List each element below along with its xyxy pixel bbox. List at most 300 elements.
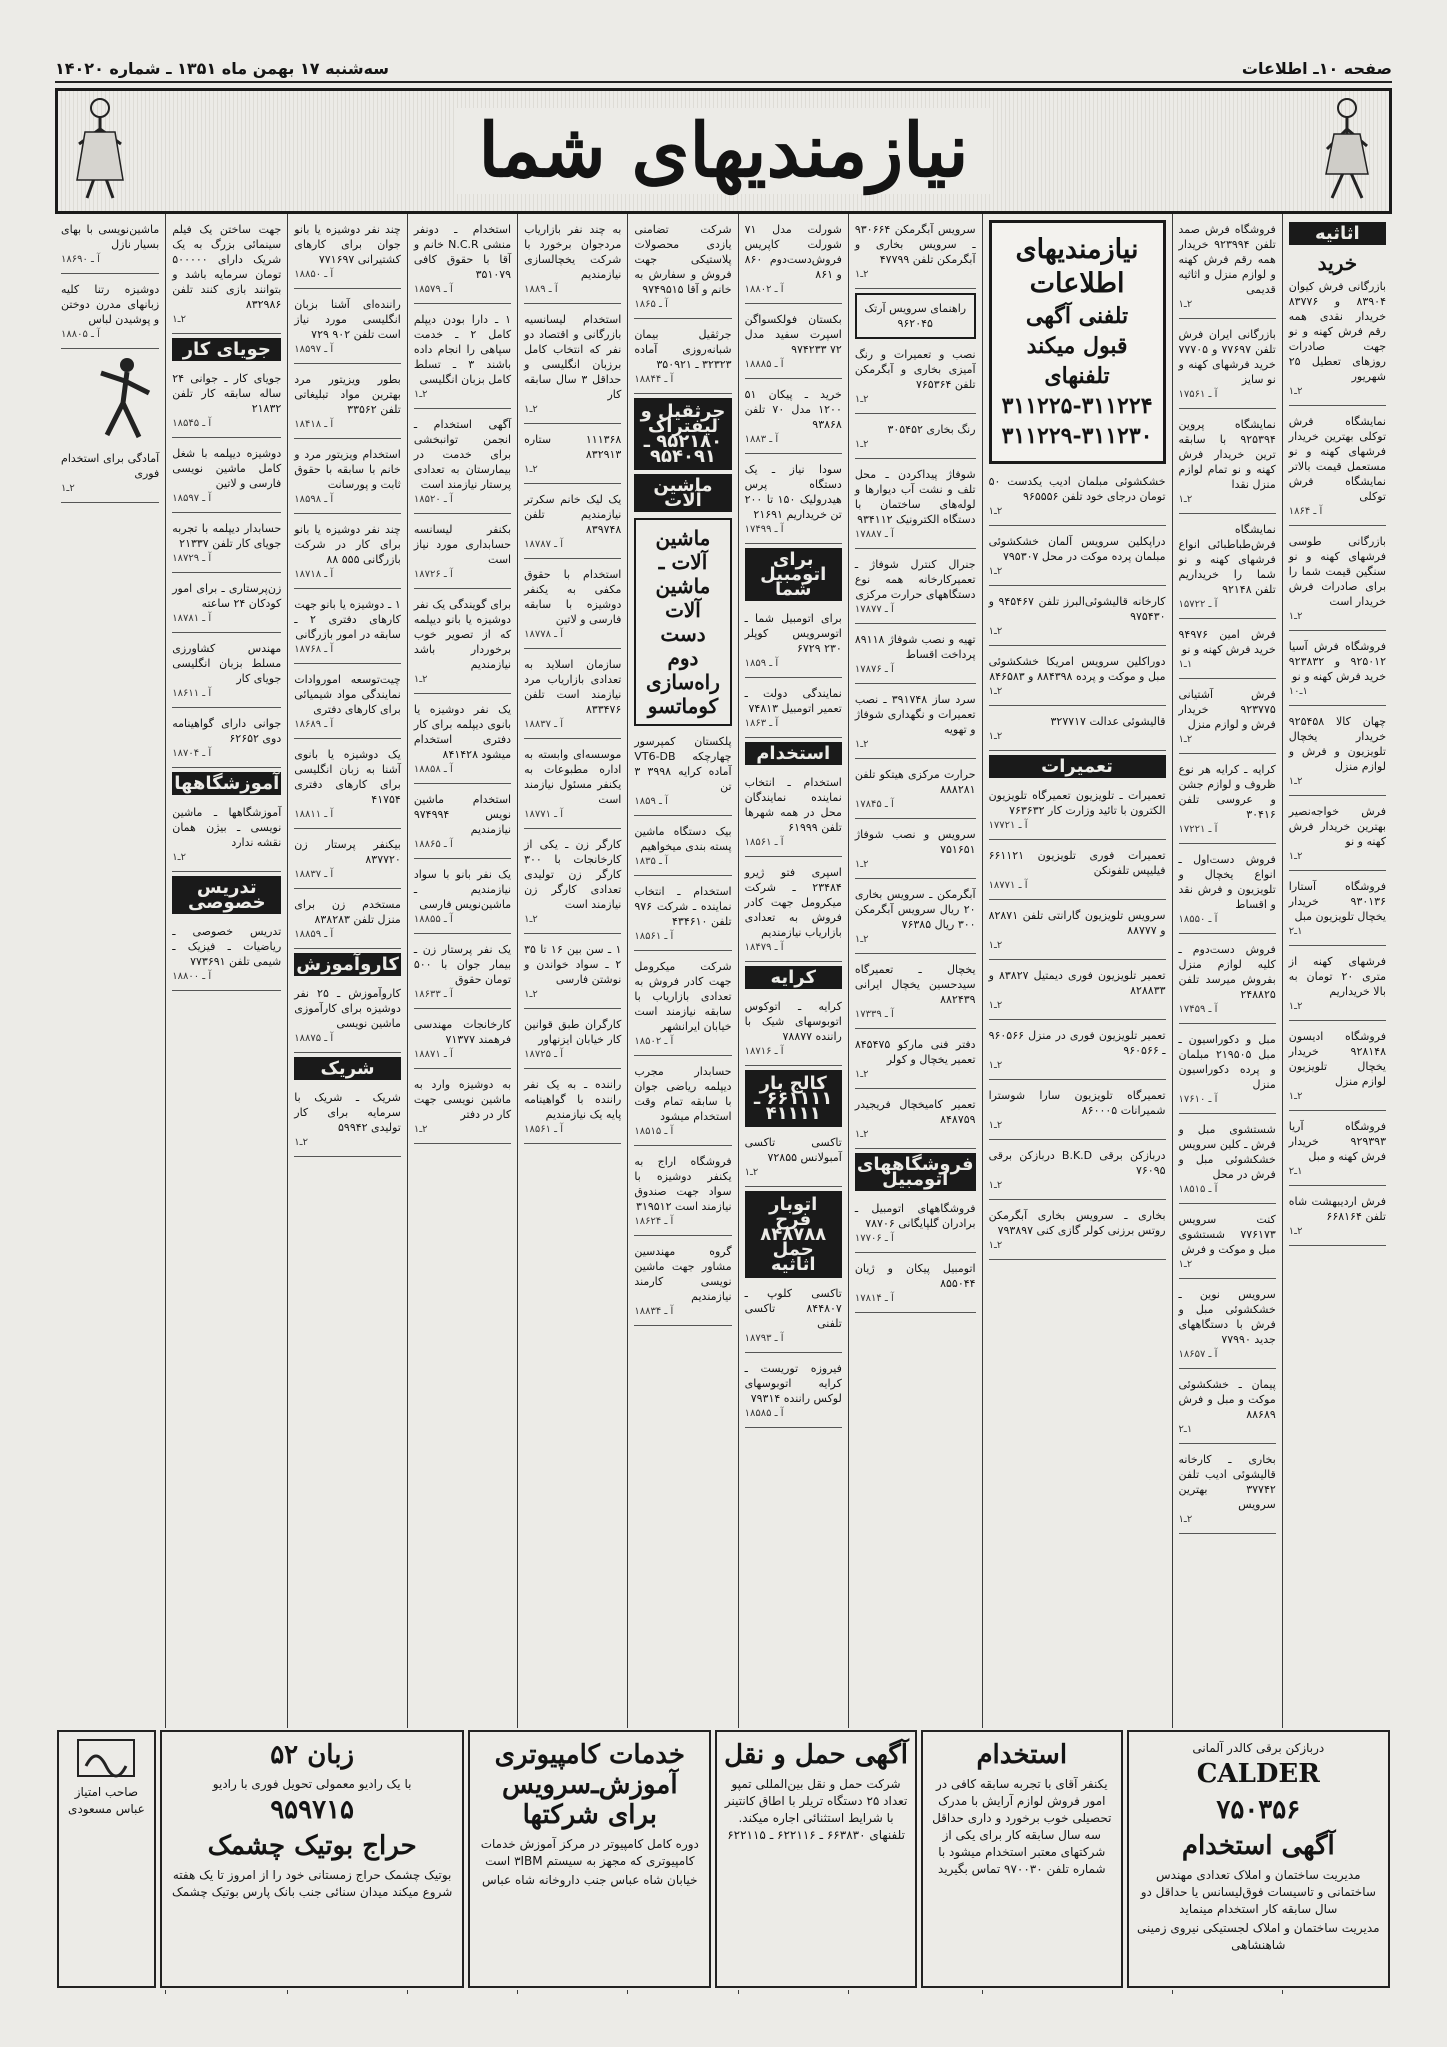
ad-code: آ ـ ۱۸۷۲۹ (172, 553, 212, 564)
classified-ad (294, 668, 401, 739)
classified-ad (1179, 323, 1276, 409)
classified-ad (634, 955, 731, 1056)
ad-code: آ ـ ۱۸۵۲۰ (413, 494, 453, 505)
ad-code: آ ـ ۱۸۷۲۵ (524, 1049, 564, 1060)
column-11 (55, 214, 165, 1994)
employment-notice-text: مدیریت ساختمان و املاک تعدادی مهندس ساختمانی و تاسیسات فوق‌لیسانس یا حداقل دو سال سابقه کار استخدام مینماید (1140, 1868, 1376, 1916)
ad-code: آ ـ ۱۸۷۷۱ (524, 809, 564, 820)
ad-text: جهت ساختن یک فیلم سینمائی بزرگ به یک شریک دارای ۵۰۰۰۰۰ تومان سرمایه باشد و بتوانند بازی کنند تلفن ۸۳۲۹۸۶ (172, 223, 282, 311)
classified-ad-highlight (745, 1070, 842, 1127)
ad-text: چیت‌توسعه اموروادات نمایندگی مواد شیمیائی برای کارهای دفتری (294, 673, 401, 716)
ad-text: فروشگاه فرش آسیا ۹۲۵۰۱۲ و ۹۲۳۸۳۲ خرید فرش کهنه و نو (1288, 640, 1386, 683)
ad-code: آ ـ ۱۸۶۵ (634, 299, 668, 310)
classified-ad (989, 1204, 1166, 1260)
ad-code: آ ـ ۱۷۷۰۶ (854, 1233, 894, 1244)
ad-code: آ ـ ۱۷۵۶۱ (1178, 389, 1218, 400)
ad-text: بکنفر لیسانسه حسابداری مورد نیاز است (413, 523, 512, 566)
column-4 (848, 214, 982, 1994)
classified-ad (989, 1144, 1166, 1200)
column-6 (627, 214, 737, 1994)
ad-code: آ ـ ۱۸۶۵۷ (1178, 1349, 1218, 1360)
classified-ad (524, 743, 621, 829)
ad-text: مهندس کشاورزی مسلط بزبان انگلیسی جویای کار (172, 642, 282, 685)
classified-ad (855, 553, 976, 624)
ad-text: بخاری ـ کارخانه قالیشوئی ادیب تلفن ۳۷۷۴۲ بهترین سرویس (1178, 1453, 1276, 1511)
classified-ad (1289, 1115, 1386, 1186)
ad-code: ۲ـ۱ (1178, 734, 1193, 745)
ad-text: استخدام ـ انتخاب نماینده نمایندگان محل در همه شهرها تلفن ۶۱۹۹۹ (744, 776, 842, 834)
ad-code: ۲ـ۱ (988, 506, 1003, 517)
issue-date: سه‌شنبه ۱۷ بهمن ماه ۱۳۵۱ ـ شماره ۱۴۰۲۰ (55, 58, 390, 78)
ad-text: کنت سرویس ۷۷۶۱۷۳ شستشوی مبل و موکت و فرش (1178, 1213, 1276, 1256)
ad-code: آ ـ ۱۸۶۱۱ (172, 688, 212, 699)
ad-code: آ ـ ۱۸۵۹۷ (294, 344, 334, 355)
ad-code: ۲ـ۱ (1288, 1001, 1303, 1012)
classified-ad (855, 628, 976, 684)
ad-text: استخدام ـ دونفر منشی N.C.R خانم و آقا با حقوق کافی ۳۵۱۰۷۹ (413, 223, 512, 281)
ad-text: نمایندگی دولت ـ تعمیر اتومبیل ۷۴۸۱۳ (744, 687, 842, 715)
ad-text: شرکت میکرومل جهت کادر فروش به تعدادی بازاریاب با سابقه نیازمند است خیابان ایرانشهر (634, 960, 732, 1033)
ad-text: فروشگاه فرش صمد تلفن ۹۲۳۹۹۴ خریدار همه رقم فرش کهنه و لوازم منزل و اثاثیه قدیمی (1178, 223, 1276, 296)
classified-ad (414, 518, 511, 589)
ad-code: آ ـ ۱۸۸۶۵ (413, 839, 453, 850)
ad-text: استخدام ویزیتور مرد و خانم با سابقه با حقوق ثابت و پورسانت (294, 448, 401, 491)
ad-text: سودا نیاز ـ یک دستگاه پرس هیدرولیک ۱۵۰ تا ۲۰۰ تن خریداریم ۲۱۶۹۱ (744, 463, 842, 521)
column-9 (287, 214, 407, 1994)
ad-code: ۱ـ۲ (1288, 926, 1303, 937)
classified-ad (294, 1086, 401, 1157)
classified-ad (61, 218, 159, 274)
classified-ad (524, 833, 621, 934)
classified-ad (414, 593, 511, 694)
classified-ad (1179, 413, 1276, 514)
ad-code: ۲ـ۱ (61, 483, 75, 494)
classified-ad (855, 1033, 976, 1089)
ad-text: شرکت تضامنی یازدی محصولات پلاستیکی جهت فروش و سفارش به خانم و آقا ۹۷۴۹۵۱۵ (634, 223, 732, 296)
ad-text: یک دوشیزه یا بانوی آشنا به زبان انگلیسی برای کارهای دفتری ۴۱۷۵۴ (294, 748, 401, 806)
classified-ad (414, 698, 511, 784)
classified-ad (1289, 710, 1386, 796)
ad-text: فروش دست‌دوم ـ کلیه لوازم منزل بفروش میرسد تلفن ۲۴۸۸۲۵ (1178, 943, 1276, 1001)
classified-ad (524, 428, 621, 484)
classified-ad (989, 844, 1166, 900)
ad-text: یک نفر دوشیزه یا بانوی دیپلمه برای کار دفتری استخدام میشود ۸۴۱۴۲۸ (413, 703, 512, 761)
classified-ad (1289, 875, 1386, 946)
ad-code: آ ـ ۱۷۸۷۷ (854, 604, 894, 615)
ad-code: آ ـ ۱۸۵۸۵ (744, 1408, 784, 1419)
section-head-private-tutoring: تدریس خصوصی (172, 876, 281, 914)
ad-text: کرایه ـ کرایه هر نوع ظروف و لوازم جشن و عروسی تلفن ۳۰۴۱۶ (1178, 763, 1276, 821)
ad-code: آ ـ ۱۸۶۸۹ (294, 719, 334, 730)
ad-code: آ ـ ۱۸۵۹۸ (294, 494, 334, 505)
bottom-display-ads (55, 1728, 1392, 1990)
classified-ad (745, 995, 842, 1066)
ad-code: ۱ـ۱ (1178, 659, 1193, 670)
ad-code: آ ـ ۱۸۷۱۶ (744, 1046, 784, 1057)
ad-code: ۲ـ۱ (1288, 611, 1303, 622)
ad-code: آ ـ ۱۸۵۹ (634, 796, 668, 807)
ad-text: جرثقیل بیمان شبانه‌روزی آماده ۳۲۳۲۳ ـ ۳۵۰۹۲۱ (634, 328, 732, 371)
ad-text: چند نفر دوشیزه یا بانو جوان برای کارهای کشتیرانی ۷۷۱۶۹۷ (294, 223, 401, 266)
ad-code: ۲ـ۱ (988, 1120, 1003, 1131)
ad-text: بیکنفر پرستار زن ۸۳۷۷۲۰ (294, 838, 401, 866)
ad-text: سرویس و نصب شوفاژ ۷۵۱۶۵۱ (854, 828, 976, 856)
classified-ad (1179, 1283, 1276, 1369)
ad-code: ۲ـ۱ (988, 1180, 1003, 1191)
ad-text: جنرال کنترل شوفاژ ـ تعمیرکارخانه همه نوع دستگاههای حرارت مرکزی (854, 558, 976, 601)
column-8 (407, 214, 517, 1994)
classified-ad (855, 1093, 976, 1149)
ad-code: ۱ـ۲ (1288, 1166, 1303, 1177)
ad-text: راهنمای سرویس آرتک ۹۶۲۰۴۵ (864, 302, 967, 330)
ad-text: دوشیزه رتنا کلیه زبانهای مدرن دوختن و پوشیدن لباس (61, 283, 160, 326)
ad-text: ۱ ـ دارا بودن دیپلم کامل ۲ ـ خدمت سپاهی را انجام داده باشند ۳ ـ تسلط کامل بزبان انگلیسی (413, 313, 512, 386)
infobox-title: نیازمندیهای اطلاعات (1015, 234, 1139, 299)
ad-text: اتومبیل پیکان و ژیان ۸۵۵۰۴۴ (854, 1262, 976, 1290)
ad-code: ۲ـ۱ (854, 394, 869, 405)
ad-code: ۲ـ۱ (854, 859, 869, 870)
ad-text: تعمیر کامیخچال فریجیدر ۸۴۸۷۵۹ (854, 1098, 976, 1126)
classified-ad (989, 1024, 1166, 1080)
ad-text: فرشهای کهنه از متری ۲۰ تومان به بالا خریداریم (1288, 955, 1386, 998)
section-head-machinery: ماشین آلات (634, 474, 731, 512)
ad-phone-info-box (989, 220, 1166, 464)
ad-text: تعمیرات فوری تلویزیون ۶۶۱۱۲۱ فیلیپس تلفونکن (988, 849, 1166, 877)
classified-ad (855, 883, 976, 954)
classified-ad (1289, 530, 1386, 631)
ad-text: آمادگی برای استخدام فوری (61, 452, 160, 480)
ad-text: فیروزه توریست ـ کرایه اتوبوسهای لوکس راننده ۷۹۳۱۴ (744, 1362, 842, 1405)
ad-code: ۲ـ۱ (988, 566, 1003, 577)
classified-ad (855, 823, 976, 879)
ad-text: فروشگاه آستارا ۹۳۰۱۳۶ خریدار یخچال تلویزیون مبل (1288, 880, 1386, 923)
classified-ad (294, 218, 401, 289)
classified-ad (1179, 758, 1276, 844)
ad-code: آ ـ ۱۷۸۱۴ (854, 1293, 894, 1304)
ad-code: ۲ـ۱ (172, 314, 186, 325)
dancer-illustration (89, 353, 159, 443)
ad-text: سرویس آبگرمکن ۹۳۰۶۶۴ ـ سرویس بخاری و آبگرمکن تلفن ۴۷۷۹۹ (854, 223, 976, 266)
column-10 (165, 214, 287, 1994)
ad-code: آ ـ ۱۸۶۳۳ (413, 989, 453, 1000)
ad-text: استخدام ماشین نویس ۹۷۴۹۹۴ نیازمندیم (413, 793, 512, 836)
ad-text: سرد ساز ۳۹۱۷۴۸ ـ نصب تعمیرات و نگهداری شوفاژ و تهویه (854, 693, 976, 736)
classified-ad (855, 218, 976, 289)
ad-text: آموزشگاهها ـ ماشین نویسی ـ بیژن همان نقشه ندارد (172, 806, 282, 849)
ad-code: ۲ـ۱ (988, 1240, 1003, 1251)
ad-code: ۲ـ۱ (1288, 776, 1303, 787)
classified-ad-highlight (634, 398, 731, 470)
ad-text: رنگ بخاری ۳۰۵۴۵۲ (887, 423, 976, 436)
classified-ad (61, 447, 159, 503)
classified-ad (855, 1257, 976, 1313)
classified-ad (634, 820, 731, 876)
ad-text: تهیه و نصب شوفاژ ۸۹۱۱۸ پرداخت اقساط (854, 633, 976, 661)
transport-text: شرکت حمل و نقل بین‌المللی تمپو تعداد ۲۵ دستگاه تریلر با اطاق کانتینر با شرایط استثنائی اجاره میکند. تلفنهای ۶۶۳۸۳۰ ـ ۶۲۲۱۱۶ ـ ۶۲۲۱۱۵ (724, 1777, 908, 1842)
classified-ad (745, 308, 842, 379)
ad-code: آ ـ ۱۷۷۲۱ (988, 820, 1028, 831)
classified-ad (989, 904, 1166, 960)
classified-ad (855, 1197, 976, 1253)
ad-code: آ ـ ۱۸۷۱۸ (294, 569, 334, 580)
ad-text: ماشین‌نویسی با بهای بسیار نازل (61, 223, 160, 251)
ad-code: ۲ـ۱ (524, 989, 538, 1000)
classified-ad (172, 218, 281, 334)
ad-code: آ ـ ۱۸۵۶۱ (524, 1124, 564, 1135)
ad-text: فرش آشتیانی ۹۲۳۷۷۵ خریدار فرش و لوازم منزل (1178, 688, 1276, 731)
ad-code: ۲ـ۱ (744, 1167, 759, 1178)
ad-text: بیک دستگاه ماشین پسته بندی میخواهیم (634, 825, 732, 853)
ad-code: ۲ـ۱ (524, 464, 538, 475)
ad-text: کرایه ـ اتوکوس اتوبوسهای شیک با راننده ۷۸۸۷۷ (744, 1000, 842, 1043)
column-7 (517, 214, 627, 1994)
sale-text: بوتیک چشمک حراج زمستانی خود را از امروز تا یک هفته شروع میکند میدان سنائی جنب بانک پارس بوتیک چشمک (171, 1868, 453, 1899)
classified-ad (1179, 938, 1276, 1024)
ad-code: آ ـ ۱۸۸۳۴ (634, 1306, 674, 1317)
ad-code: آ ـ ۱۸۵۷۹ (413, 284, 453, 295)
section-head-employment: استخدام (745, 742, 842, 765)
ad-code: ۲ـ۱ (524, 914, 538, 925)
ad-employment (921, 1730, 1123, 1988)
classified-ad (745, 218, 842, 304)
ad-text: برای اتومبیل شما ـ اتوسرویس کوپلر ۲۳۰ ۶۷۲۹ (744, 612, 842, 655)
ad-language-and-sale (160, 1730, 465, 1988)
transport-title: آگهی حمل و نقل (724, 1740, 908, 1770)
section-subhead-buy: خرید (1317, 251, 1358, 275)
banner-title: نیازمندیهای شما (454, 108, 992, 194)
ad-code: آ ـ ۱۸۸۴۴ (634, 374, 674, 385)
ad-code: آ ـ ۱۸۸۰۰ (172, 971, 212, 982)
ad-code: آ ـ ۱۷۸۷۶ (854, 664, 894, 675)
ad-code: آ ـ ۱۵۷۲۲ (1178, 599, 1218, 610)
ad-text: یخچال ـ تعمیرگاه سیدحسین یخچال ایرانی ۸۸۲۴۳۹ (854, 963, 976, 1006)
classified-ad (745, 607, 842, 678)
ad-code: ۲ـ۱ (1288, 851, 1303, 862)
ad-text: بازرگانی ایران فرش تلفن ۷۷۶۹۷ و ۷۷۷۰۵ خرید فرشهای کهنه و نو سایز (1178, 328, 1276, 386)
column-3 (982, 214, 1172, 1994)
classified-ad (294, 368, 401, 439)
ad-code: ۱ـ۱۰ (1288, 686, 1308, 697)
ad-text: چند نفر دوشیزه یا بانو برای کار در شرکت بازرگانی ۵۵۵ ۸۸ (294, 523, 401, 566)
classified-ad (1179, 1118, 1276, 1204)
ad-text: گروه مهندسین مشاور جهت ماشین نویسی کارمند نیازمندیم (634, 1245, 732, 1303)
classified-ad (1289, 1025, 1386, 1111)
classified-ad (414, 218, 511, 304)
ad-text: دراپکلین سرویس آلمان خشکشوئی مبلمان پرده موکت در محل ۷۹۵۳۰۷ (988, 535, 1166, 563)
ad-text: موسسه‌ای وابسته به اداره مطبوعات به یکنفر مسئول نیازمند است (524, 748, 622, 806)
ad-text: حرارت مرکزی هیتکو تلفن ۸۸۸۲۸۱ (854, 768, 976, 796)
ad-text: نمایشگاه فرش‌طباطبائی انواع فرشهای کهنه و نو شما را خریداریم تلفن ۹۲۱۴۸ (1178, 523, 1276, 596)
ad-code: آ ـ ۱۸۴۱۸ (294, 419, 334, 430)
classified-ad (61, 278, 159, 349)
ad-code: ۲ـ۱ (1178, 1514, 1193, 1525)
ad-code: ۲ـ۱ (988, 940, 1003, 951)
ad-text: شوفاژ پیداکردن ـ محل تلف و نشت آب دیوارها و لوله‌های ساختمان با دستگاه الکترونیک ۹۳۴۱۱۲ (854, 468, 976, 526)
classified-ad (294, 293, 401, 364)
section-banner (55, 88, 1392, 214)
column-1 (1282, 214, 1392, 1994)
ad-code: ۲ـ۱ (854, 739, 869, 750)
ad-code: آ ـ ۱۸۸۱۱ (294, 809, 334, 820)
ad-code: ۲ـ۱ (1178, 1259, 1193, 1270)
ad-text: حسابدار دیپلمه با تجربه جویای کار تلفن ۲۱۳۳۷ (172, 522, 282, 550)
ad-code: آ ـ ۱۷۶۱۰ (1178, 1094, 1218, 1105)
ad-text: جوانی دارای گواهینامه دوی ۶۲۶۵۲ (172, 717, 282, 745)
classified-ad (1179, 1028, 1276, 1114)
classified-ad (1179, 218, 1276, 319)
calder-phone: ۷۵۰۳۵۶ (1216, 1795, 1301, 1825)
classified-ad (172, 920, 281, 991)
ad-text: راننده‌ای آشنا بزبان انگلیسی مورد نیاز است تلفن ۹۰۲ ۷۲۹ (294, 298, 401, 341)
ad-code: ۲ـ۱ (854, 439, 869, 450)
ad-text: کارگران طبق قوانین کار خیابان ایزنهاور (524, 1018, 622, 1046)
classified-ad (524, 218, 621, 304)
classified-ad (172, 442, 281, 513)
ad-code: آ ـ ۱۷۸۴۵ (854, 799, 894, 810)
ad-text: یک نفر بانو با سواد نیازمندیم ـ ماشین‌نویس فارسی (413, 868, 512, 911)
ad-code: ۲ـ۱ (172, 852, 186, 863)
ad-text: به دوشیزه وارد به ماشین نویسی جهت کار در دفتر (413, 1078, 512, 1121)
ad-code: آ ـ ۱۸۸۷۵ (294, 1033, 334, 1044)
ad-computer-services (468, 1730, 711, 1988)
ad-text: فروشگاه ادیسون ۹۲۸۱۴۸ خریدار یخچال تلویزیون لوازم منزل (1288, 1030, 1386, 1088)
ad-code: آ ـ ۱۸۷۶۸ (294, 644, 334, 655)
classified-ad (524, 563, 621, 649)
classified-ad (855, 418, 976, 459)
ad-text: فرش خواجه‌نصیر بهترین خریدار فرش کهنه و نو (1288, 805, 1386, 848)
classified-columns (55, 214, 1392, 1994)
ad-code: آ ـ ۱۸۸۵۰ (294, 269, 334, 280)
ad-text: اتوبار فرح ۸۴۸۷۸۸ حمل اثاثیه (760, 1194, 827, 1275)
section-head-car-dealers: فروشگاههای اتومبیل (856, 1154, 974, 1190)
classified-ad (989, 590, 1166, 646)
classified-ad (745, 771, 842, 857)
employment-text: یکنفر آقای با تجربه سابقه کافی در امور فروش لوازم آرایش با مدرک تحصیلی خوب برخورد و داری حداقل سه سال سابقه کار برای یکی از شرکتهای معتبر استخدام میشود با شماره تلفن ۹۷۰۰۳۰ تماس بگیرید (932, 1777, 1112, 1876)
ad-text: کالج بار ۶۶۱۱۱۱ ـ ۴۱۱۱۱ (754, 1073, 833, 1124)
ad-code: آ ـ ۱۸۸۹ (524, 284, 558, 295)
ad-text: کارگر زن ـ یکی از کارخانجات با ۳۰۰ کارگر زن تولیدی تعدادی کارگر زن نیازمند است (524, 838, 622, 911)
classified-ad (524, 653, 621, 739)
classified-ad (989, 530, 1166, 586)
ad-text: دوشیزه دیپلمه با شغل کامل ماشین نویسی فارسی و لاتین (172, 447, 282, 490)
ad-code: آ ـ ۱۷۴۹۹ (744, 524, 784, 535)
classified-ad (524, 1073, 621, 1144)
ad-code: آ ـ ۱۷۸۸۷ (854, 529, 894, 540)
ad-text: برای گویندگی یک نفر دوشیزه یا بانو دیپلمه که از تصویر خوب برخوردار باشد نیازمندیم (413, 598, 512, 671)
ad-code: آ ـ ۱۸۸۷۱ (413, 1049, 453, 1060)
ad-text: تاکسی کلوپ ـ ۸۴۴۸۰۷ تاکسی تلفنی (744, 1287, 842, 1330)
classified-ad (1289, 800, 1386, 871)
ad-text: اسپری فتو ژیرو ۲۳۴۸۴ ـ شرکت میکرومل جهت کادر فروش به تعدادی بازاریاب نیازمندیم (744, 866, 842, 939)
section-head-furniture: اثاثیه (1289, 222, 1386, 245)
ad-code: ۲ـ۱ (854, 1129, 869, 1140)
ad-text: بکستان فولکسواگن اسپرت سفید مدل ۷۲ ۹۷۴۲۳۳ (744, 313, 842, 356)
ad-text: فروش دست‌اول ـ انواع یخچال و تلویزیون و فرش نقد و اقساط (1178, 853, 1276, 911)
classified-ad (989, 784, 1166, 840)
ad-code: آ ـ ۱۸۶۳ (744, 718, 779, 729)
classified-ad (414, 938, 511, 1009)
ad-text: جویای کار ـ جوانی ۲۴ ساله سابقه کار تلفن ۲۱۸۳۲ (172, 372, 282, 415)
ad-code: آ ـ ۱۸۸۸۵ (744, 359, 784, 370)
ad-code: آ ـ ۱۸۳۵ (634, 856, 668, 867)
computer-title: خدمات کامپیوتری آموزش‌ـ‌سرویس برای شرکتها (494, 1740, 685, 1830)
infobox-subtitle: تلفنی آگهی قبول میکند (1025, 303, 1129, 359)
ad-text: نمایشگاه پروین ۹۲۵۳۹۴ با سابقه ترین خریدار فرش کهنه و نو تمام لوازم منزل نقدا (1178, 418, 1276, 491)
ad-text: تدریس خصوصی ـ ریاضیات ـ فیزیک ـ شیمی تلفن ۷۷۳۶۹۱ (172, 925, 282, 968)
ad-calder (1127, 1730, 1390, 1988)
ad-text: آگهی استخدام ـ انجمن توانبخشی برای خدمت در بیمارستان به تعدادی پرستار نیازمند است (413, 418, 512, 491)
classified-ad (989, 964, 1166, 1020)
ad-code: ۲ـ۱ (1178, 299, 1193, 310)
classified-ad (1179, 518, 1276, 619)
ad-text: یک نفر پرستار زن ـ بیمار جوان با ۵۰۰ تومان حقوق (413, 943, 512, 986)
ad-text: حسابدار مجرب دیپلمه ریاضی جوان با سابقه تمام وقت استخدام میشود (634, 1065, 732, 1123)
section-head-partner: شریک (294, 1057, 401, 1080)
classified-ad (1289, 275, 1386, 406)
infobox-phones-2: ۳۱۱۲۲۹-۳۱۱۲۳۰ (1001, 423, 1153, 449)
ad-code: ۲ـ۱ (854, 934, 869, 945)
classified-ad (855, 688, 976, 759)
ad-text: قالیشوئی عدالت ۳۲۷۷۱۷ (1050, 715, 1166, 728)
ad-text: آبگرمکن ـ سرویس بخاری ۲۰ ریال سرویس آبگرمکن ۳۰۰ ریال ۷۶۳۸۵ (854, 888, 976, 931)
ad-text: به چند نفر بازاریاب مردجوان برخورد با شرکت یخچالسازی نیازمندیم (524, 223, 622, 281)
computer-address: خیابان شاه عباس جنب داروخانه شاه عباس (482, 1873, 698, 1887)
ad-text: بازرگانی فرش کیوان ۸۳۹۰۴ و ۸۳۷۷۶ خریدار نقدی همه رقم فرش کهنه و نو جهت صادرات روزهای تعطیل ۲۵ شهریور (1288, 280, 1386, 383)
ad-text: ۱۱۱۳۶۸ ستاره ۸۳۲۹۱۳ (524, 433, 622, 461)
classified-ad (294, 833, 401, 889)
classified-ad (294, 518, 401, 589)
ad-text: راننده ـ به یک نفر راننده با گواهینامه پایه یک نیازمندیم (524, 1078, 622, 1121)
classified-ad (414, 308, 511, 409)
classified-ad (634, 218, 731, 319)
ad-text: شریک ـ شریک با سرمایه برای کار تولیدی ۵۹۹۴۲ (294, 1091, 401, 1134)
banner-figure-right-illustration (1312, 94, 1382, 202)
classified-ad (1289, 635, 1386, 706)
ad-code: آ ـ ۱۷۳۳۹ (854, 1009, 894, 1020)
classified-ad (294, 743, 401, 829)
sale-title: حراج بوتیک چشمک (207, 1831, 417, 1861)
ad-code: ۲ـ۱ (988, 626, 1003, 637)
classified-ad (414, 788, 511, 859)
ad-code: آ ـ ۱۸۵۵۰ (1178, 914, 1218, 925)
classified-ad (634, 880, 731, 951)
employment-notice-title: آگهی استخدام (1181, 1831, 1335, 1861)
classified-ad (172, 577, 281, 633)
classified-ad (634, 1240, 731, 1326)
classified-ad (294, 982, 401, 1053)
ad-text: ۱ ـ دوشیزه یا بانو جهت کارهای دفتری ۲ ـ سابقه در امور بازرگانی (294, 598, 401, 641)
infobox-phones-1: تلفنهای ۳۱۱۲۲۴-۳۱۱۲۲۵ (1001, 363, 1153, 419)
ad-text: استخدام لیسانسیه بازرگانی و اقتصاد دو نفر که انتخاب کامل برزبان انگلیسی و حداقل ۳ سال سابقه کار (524, 313, 622, 401)
classified-ad (989, 650, 1166, 706)
ad-code: ۱ـ۲ (1178, 1424, 1193, 1435)
ad-code: آ ـ ۱۸۵۴۵ (172, 418, 212, 429)
classified-ad (1179, 1373, 1276, 1444)
ad-text: سرویس نوین ـ خشکشوئی مبل و فرش با دستگاههای جدید ۷۷۹۹۰ (1178, 1288, 1276, 1346)
ad-code: ۲ـ۱ (988, 1000, 1003, 1011)
classified-ad (989, 710, 1166, 751)
ettelaat-logo (76, 1738, 136, 1778)
ad-text: فروشگاه اراج به یکنفر دوشیزه با سواد جهت صندوق نیازمند است ۳۱۹۵۱۲ (634, 1155, 732, 1213)
ad-code: ۲ـ۱ (413, 1124, 428, 1135)
ad-code: ۲ـ۱ (1288, 1091, 1303, 1102)
ad-code: آ ـ ۱۸۸۰۲ (744, 284, 784, 295)
ad-code: آ ـ ۱۸۵۶۱ (634, 931, 674, 942)
language-title: زبان ۵۲ (270, 1740, 355, 1770)
ad-code: آ ـ ۱۸۸۳ (744, 434, 779, 445)
classified-ad (1289, 410, 1386, 526)
ad-code: آ ـ ۱۷۲۲۱ (1178, 824, 1218, 835)
